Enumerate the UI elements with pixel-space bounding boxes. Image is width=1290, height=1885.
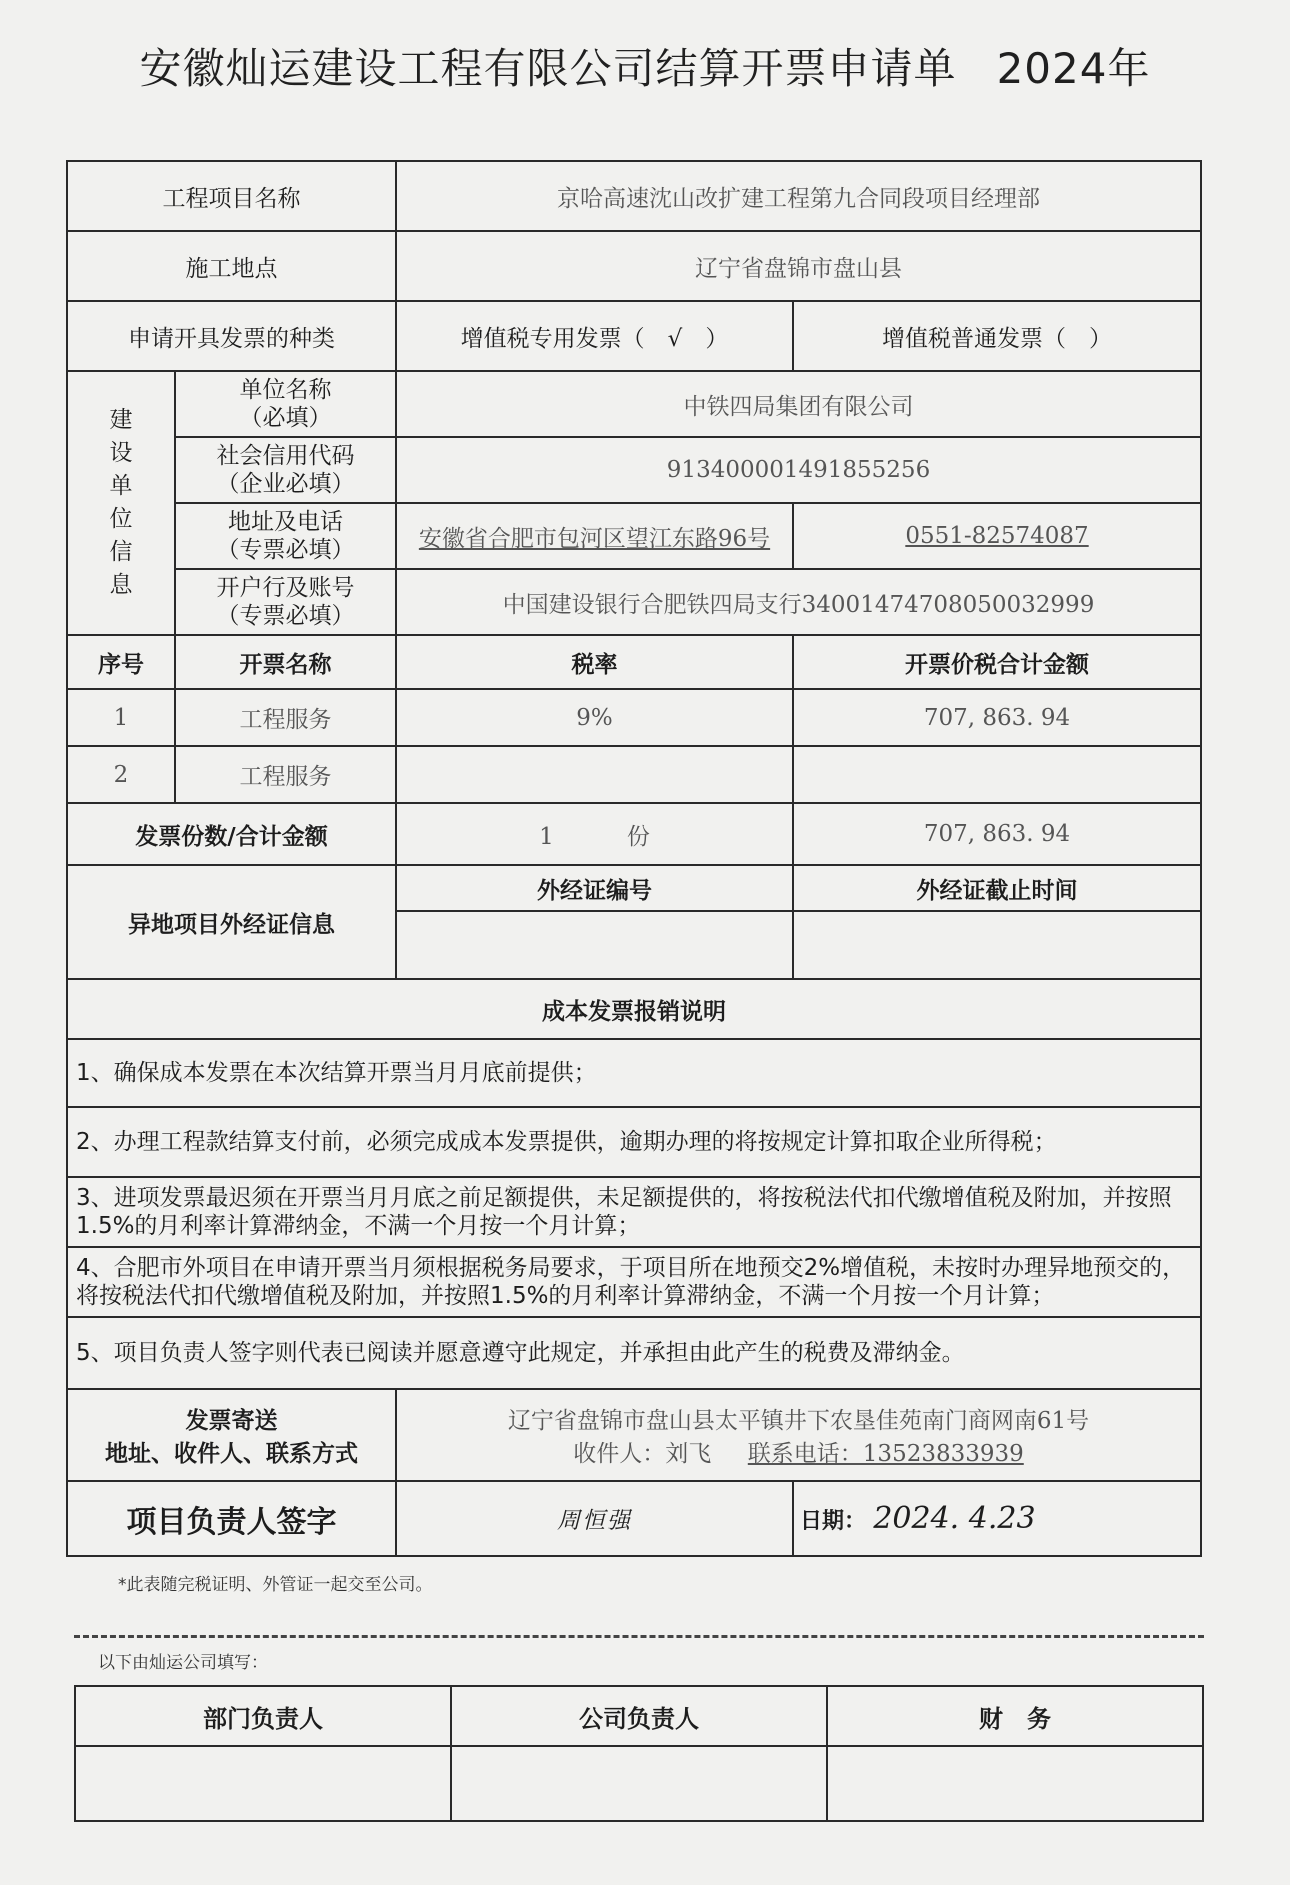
item-seq: 2 bbox=[67, 746, 175, 803]
builder-name-label: 单位名称 （必填） bbox=[175, 371, 396, 437]
item-rate bbox=[396, 746, 793, 803]
items-header-name: 开票名称 bbox=[175, 635, 396, 689]
mailing-phone: 联系电话：13523833939 bbox=[747, 1441, 1024, 1467]
bank-account-value: 中国建设银行合肥铁四局支行34001474708050032999 bbox=[396, 569, 1201, 635]
page-title bbox=[0, 36, 1290, 96]
cut-line bbox=[74, 1635, 1204, 1638]
signature-handwriting: 周恒强 bbox=[396, 1481, 793, 1556]
invoice-type-normal: 增值税普通发票（ ） bbox=[793, 301, 1201, 371]
address-value: 安徽省合肥市包河区望江东路96号 bbox=[396, 503, 793, 569]
date-label: 日期： bbox=[800, 1509, 867, 1534]
company-head-sign bbox=[451, 1746, 827, 1821]
external-cert-deadline-label: 外经证截止时间 bbox=[793, 865, 1201, 911]
finance-label: 财 务 bbox=[827, 1686, 1203, 1746]
company-head-label: 公司负责人 bbox=[451, 1686, 827, 1746]
invoice-type-label: 申请开具发票的种类 bbox=[67, 301, 396, 371]
finance-sign bbox=[827, 1746, 1203, 1821]
site-value: 辽宁省盘锦市盘山县 bbox=[396, 231, 1201, 301]
external-cert-no-label: 外经证编号 bbox=[396, 865, 793, 911]
totals-count-unit: 份 bbox=[626, 823, 650, 850]
note-item: 2、办理工程款结算支付前，必须完成成本发票提供，逾期办理的将按规定计算扣取企业所得税； bbox=[67, 1107, 1201, 1177]
title-text: 安徽灿运建设工程有限公司结算开票申请单 bbox=[139, 44, 957, 93]
title-year: 2024年 bbox=[996, 44, 1151, 93]
item-name: 工程服务 bbox=[175, 689, 396, 746]
mailing-value bbox=[396, 1389, 1201, 1481]
credit-code-value: 913400001491855256 bbox=[396, 437, 1201, 503]
project-name-value: 京哈高速沈山改扩建工程第九合同段项目经理部 bbox=[396, 161, 1201, 231]
builder-name-value: 中铁四局集团有限公司 bbox=[396, 371, 1201, 437]
mailing-contact bbox=[403, 1435, 1194, 1468]
phone-value: 0551-82574087 bbox=[793, 503, 1201, 569]
items-header-seq: 序号 bbox=[67, 635, 175, 689]
table-row bbox=[67, 746, 1201, 803]
totals-label: 发票份数/合计金额 bbox=[67, 803, 396, 865]
external-cert-deadline-value bbox=[793, 911, 1201, 979]
footnote: *此表随完税证明、外管证一起交至公司。 bbox=[118, 1575, 433, 1595]
mailing-label-line1: 发票寄送 bbox=[185, 1408, 278, 1434]
dept-head-label: 部门负责人 bbox=[75, 1686, 451, 1746]
signature-date bbox=[793, 1481, 1201, 1556]
item-amount: 707, 863. 94 bbox=[793, 689, 1201, 746]
company-section-label: 以下由灿运公司填写： bbox=[98, 1653, 268, 1673]
totals-amount: 707, 863. 94 bbox=[793, 803, 1201, 865]
table-row bbox=[67, 689, 1201, 746]
mailing-address: 辽宁省盘锦市盘山县太平镇井下农垦佳苑南门商网南61号 bbox=[507, 1408, 1090, 1434]
external-cert-label: 异地项目外经证信息 bbox=[67, 865, 396, 979]
credit-code-label: 社会信用代码 （企业必填） bbox=[175, 437, 396, 503]
notes-title: 成本发票报销说明 bbox=[67, 979, 1201, 1039]
bank-account-label: 开户行及账号 （专票必填） bbox=[175, 569, 396, 635]
note-item: 3、进项发票最迟须在开票当月月底之前足额提供，未足额提供的，将按税法代扣代缴增值税及附加，并按照1.5%的月利率计算滞纳金，不满一个月按一个月计算； bbox=[67, 1177, 1201, 1247]
note-item: 1、确保成本发票在本次结算开票当月月底前提供； bbox=[67, 1039, 1201, 1107]
mailing-recipient: 收件人：刘飞 bbox=[573, 1441, 712, 1467]
invoice-application-form bbox=[66, 160, 1202, 1557]
dept-head-sign bbox=[75, 1746, 451, 1821]
site-label: 施工地点 bbox=[67, 231, 396, 301]
item-name: 工程服务 bbox=[175, 746, 396, 803]
note-item: 5、项目负责人签字则代表已阅读并愿意遵守此规定，并承担由此产生的税费及滞纳金。 bbox=[67, 1317, 1201, 1389]
builder-info-label: 建 设 单 位 信 息 bbox=[67, 371, 175, 635]
company-signoff-table bbox=[74, 1685, 1204, 1822]
item-seq: 1 bbox=[67, 689, 175, 746]
signature-label: 项目负责人签字 bbox=[67, 1481, 396, 1556]
mailing-label-line2: 地址、收件人、联系方式 bbox=[105, 1441, 358, 1467]
item-amount bbox=[793, 746, 1201, 803]
totals-count-number: 1 bbox=[539, 823, 554, 850]
address-phone-label: 地址及电话 （专票必填） bbox=[175, 503, 396, 569]
project-name-label: 工程项目名称 bbox=[67, 161, 396, 231]
invoice-type-special: 增值税专用发票（ √ ） bbox=[396, 301, 793, 371]
external-cert-no-value bbox=[396, 911, 793, 979]
mailing-label bbox=[67, 1389, 396, 1481]
item-rate: 9% bbox=[396, 689, 793, 746]
date-value: 2024. 4.23 bbox=[873, 1501, 1036, 1536]
totals-count bbox=[396, 803, 793, 865]
note-item: 4、合肥市外项目在申请开票当月须根据税务局要求，于项目所在地预交2%增值税，未按时办理异地预交的，将按税法代扣代缴增值税及附加，并按照1.5%的月利率计算滞纳金，不满一个月按一个月计算； bbox=[67, 1247, 1201, 1317]
items-header-rate: 税率 bbox=[396, 635, 793, 689]
items-header-amount: 开票价税合计金额 bbox=[793, 635, 1201, 689]
